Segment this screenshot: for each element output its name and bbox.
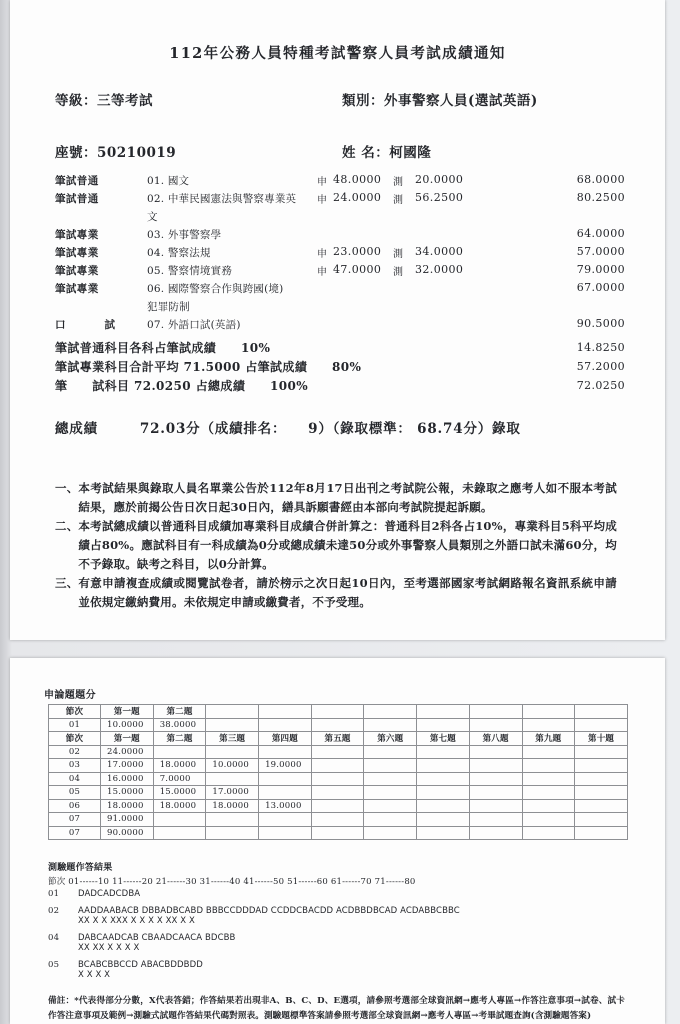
essay-question-score (417, 799, 470, 813)
essay-question-score (364, 718, 417, 732)
answer-session-index: 05 (48, 960, 60, 970)
test-part-tag: 測 (393, 194, 403, 206)
essay-column-header: 第十題 (575, 732, 628, 746)
essay-question-score (522, 772, 575, 786)
essay-question-score (522, 745, 575, 759)
test-part-tag (393, 279, 415, 297)
subject-category (10, 297, 147, 315)
essay-question-score (469, 799, 522, 813)
essay-question-score (259, 826, 312, 840)
essay-question-score (469, 772, 522, 786)
essay-question-score (364, 826, 417, 840)
note-text: 本考試總成績以普通科目成績加專業科目成績合併計算之：普通科目2科各占10%，專業科目5科平均成績占80%。應試科目有一科成績為0分或總成績未達50分或外事警察人員類別之外語口試未滿60分，均不予錄取。缺考之科目，以0分計算。 (78, 519, 617, 571)
essay-question-score (575, 786, 628, 800)
essay-question-score (259, 813, 312, 827)
essay-question-score (311, 759, 364, 773)
essay-question-score (259, 745, 312, 759)
essay-column-header (364, 705, 417, 719)
test-part-score (415, 279, 487, 297)
subject-score-row (10, 207, 665, 225)
essay-column-header: 節次 (49, 732, 101, 746)
essay-question-score: 17.0000 (206, 786, 259, 800)
grade-label: 等級：三等考試 (55, 93, 153, 109)
essay-data-row (49, 786, 628, 800)
essay-question-score (469, 759, 522, 773)
answer-wrong-marks: XX X X XXX X X X X XX X X (78, 916, 195, 926)
essay-part-score: 23.0000 (333, 244, 382, 258)
essay-column-header: 第七題 (417, 732, 470, 746)
subject-total-score: 67.0000 (576, 280, 625, 294)
essay-question-score (522, 786, 575, 800)
answer-wrong-marks: X X X X (78, 970, 111, 980)
essay-question-score (417, 813, 470, 827)
essay-part-score (333, 297, 393, 315)
essay-part-tag (317, 225, 333, 243)
essay-question-score: 10.0000 (101, 718, 154, 732)
essay-question-score (575, 826, 628, 840)
subject-score-row (10, 279, 665, 297)
essay-session-index: 05 (49, 786, 101, 800)
essay-part-score (333, 279, 393, 297)
essay-question-score: 90.0000 (101, 826, 154, 840)
answer-sequence: BCABCBBCCD ABACBDDBDD (78, 960, 203, 970)
essay-question-score (417, 772, 470, 786)
weighting-label: 筆試普通科目各科占筆試成績 10% (55, 341, 271, 355)
essay-column-header (206, 705, 259, 719)
answer-sequence: DABCAADCAB CBAADCAACA BDCBB (78, 933, 236, 943)
essay-question-score: 15.0000 (101, 786, 154, 800)
notes-list (10, 479, 665, 611)
subject-score-row (10, 261, 665, 279)
essay-question-score (469, 786, 522, 800)
essay-header-row (49, 732, 628, 746)
weighting-value: 72.0250 (576, 379, 625, 392)
essay-question-score (364, 799, 417, 813)
subject-category (10, 207, 147, 225)
subject-category: 筆試專業 (55, 264, 99, 277)
essay-column-header: 第四題 (259, 732, 312, 746)
essay-question-score: 10.0000 (206, 759, 259, 773)
essay-question-score: 13.0000 (259, 799, 312, 813)
weighting-value: 14.8250 (576, 341, 625, 354)
subject-name: 犯罪防制 (147, 300, 190, 313)
subject-category: 筆試專業 (55, 246, 99, 259)
essay-question-score: 15.0000 (153, 786, 206, 800)
essay-section-title: 申論題題分 (44, 690, 96, 701)
essay-question-score: 7.0000 (153, 772, 206, 786)
weighting-label: 筆 試科目 72.0250 占總成績 100% (55, 379, 309, 393)
essay-question-score (575, 718, 628, 732)
essay-column-header (522, 705, 575, 719)
essay-question-score (206, 745, 259, 759)
essay-question-score (259, 772, 312, 786)
essay-question-score: 91.0000 (101, 813, 154, 827)
weighting-row (10, 357, 665, 376)
essay-question-score: 18.0000 (206, 799, 259, 813)
essay-part-score (333, 225, 393, 243)
subject-name: 05. 警察情境實務 (147, 264, 233, 277)
essay-question-score (311, 826, 364, 840)
essay-question-score (469, 813, 522, 827)
answer-session-group (48, 906, 665, 926)
essay-session-index: 01 (49, 718, 101, 732)
essay-question-score (469, 745, 522, 759)
answer-session-group (48, 933, 665, 953)
essay-question-score (364, 813, 417, 827)
essay-question-score (575, 813, 628, 827)
answer-session-index: 01 (48, 889, 60, 899)
essay-question-score (153, 826, 206, 840)
essay-question-score (522, 799, 575, 813)
essay-question-score (311, 745, 364, 759)
essay-session-index: 04 (49, 772, 101, 786)
essay-question-score (311, 813, 364, 827)
subject-total-score: 57.0000 (576, 244, 625, 258)
test-part-tag (393, 225, 415, 243)
weighting-summary-table (10, 338, 665, 395)
answer-sequence-row (48, 906, 665, 916)
test-part-tag (393, 207, 415, 225)
essay-question-score: 24.0000 (101, 745, 154, 759)
essay-session-index: 02 (49, 745, 101, 759)
subject-score-row (10, 171, 665, 189)
essay-part-tag: 申 (317, 248, 327, 260)
weighting-row (10, 338, 665, 357)
page-title: 112年公務人員特種考試警察人員考試成績通知 (169, 45, 506, 62)
essay-session-index: 03 (49, 759, 101, 773)
essay-column-header: 第五題 (311, 732, 364, 746)
essay-data-row (49, 772, 628, 786)
subject-name: 03. 外事警察學 (147, 228, 222, 241)
essay-part-tag: 申 (317, 194, 327, 206)
subject-total-score: 90.5000 (576, 316, 625, 330)
essay-column-header: 第六題 (364, 732, 417, 746)
essay-column-header: 第二題 (153, 732, 206, 746)
test-part-score: 56.2500 (415, 190, 464, 204)
subject-category: 口 試 (55, 318, 121, 331)
essay-part-tag (317, 207, 333, 225)
essay-question-score (206, 813, 259, 827)
answer-session-index: 02 (48, 906, 60, 916)
page-one (10, 0, 665, 640)
subject-total-score: 80.2500 (576, 190, 625, 204)
essay-question-score (522, 759, 575, 773)
subject-score-row (10, 225, 665, 243)
exam-grade-row (10, 89, 665, 111)
subject-score-table (10, 171, 665, 333)
grand-total-label: 總成績 (55, 421, 98, 437)
essay-question-score (417, 786, 470, 800)
test-part-tag: 測 (393, 248, 403, 260)
subject-total-score: 68.0000 (576, 172, 625, 186)
grand-total-value: 72.03分（成績排名： 9）（錄取標準： 68.74分）錄取 (139, 421, 521, 437)
essay-header-row (49, 705, 628, 719)
essay-part-tag (317, 297, 333, 315)
essay-part-tag: 申 (317, 176, 327, 188)
essay-part-tag (317, 315, 333, 333)
subject-name: 02. 中華民國憲法與警察專業英 (147, 192, 297, 205)
essay-question-score (206, 826, 259, 840)
essay-column-header: 第一題 (101, 705, 154, 719)
essay-part-score: 24.0000 (333, 190, 382, 204)
note-item (55, 574, 617, 611)
essay-question-score: 18.0000 (101, 799, 154, 813)
subject-score-row (10, 243, 665, 261)
essay-part-score: 48.0000 (333, 172, 382, 186)
essay-score-table (48, 704, 628, 840)
answer-wrong-marks: XX XX X X X X (78, 943, 140, 953)
essay-question-score (311, 799, 364, 813)
answer-sequence-row (48, 889, 665, 899)
essay-data-row (49, 813, 628, 827)
essay-part-tag: 申 (317, 266, 327, 278)
answer-session-index: 04 (48, 933, 60, 943)
subject-score-row (10, 315, 665, 333)
essay-question-score (364, 745, 417, 759)
essay-session-index: 07 (49, 826, 101, 840)
essay-question-score (311, 772, 364, 786)
test-part-score: 34.0000 (415, 244, 464, 258)
essay-column-header: 第三題 (206, 732, 259, 746)
subject-category: 筆試普通 (55, 192, 99, 205)
essay-question-score: 17.0000 (101, 759, 154, 773)
essay-part-score (333, 315, 393, 333)
essay-data-row (49, 799, 628, 813)
test-part-tag (393, 297, 415, 315)
subject-name: 07. 外語口試(英語) (147, 318, 241, 331)
note-marker: 一、 (55, 481, 79, 495)
test-part-score (415, 315, 487, 333)
subject-score-row (10, 297, 665, 315)
essay-question-score (417, 718, 470, 732)
essay-question-score (206, 718, 259, 732)
subject-category: 筆試普通 (55, 174, 99, 187)
essay-session-index: 06 (49, 799, 101, 813)
test-part-tag: 測 (393, 266, 403, 278)
test-part-score: 20.0000 (415, 172, 464, 186)
note-marker: 三、 (55, 576, 79, 591)
essay-column-header (311, 705, 364, 719)
subject-total-score (487, 207, 665, 225)
subject-name: 04. 警察法規 (147, 246, 211, 259)
test-part-tag (393, 315, 415, 333)
essay-question-score (575, 745, 628, 759)
essay-column-header (575, 705, 628, 719)
answer-sequence-row (48, 933, 665, 943)
answer-session-group (48, 960, 665, 980)
answer-sequence: AADDAABACB DBBADBCABD BBBCCDDDAD CCDDCBACDD ACDBBDBCAD ACDABBCBBC (78, 906, 460, 916)
essay-question-score (153, 813, 206, 827)
essay-question-score (575, 759, 628, 773)
grand-total-row (10, 417, 665, 437)
answer-footnote: 備註：*代表得部分分數，X代表答錯；作答結果若出現非A、B、C、D、E選項，請參照考選部全球資訊網→應考人專區→作答注意事項→試卷、試卡作答注意事項及範例→測驗式試題作答結果代碼對照表。測驗題標準答案請參照考選部全球資訊網→應考人專區→考畢試題查詢(含測驗題答案) (48, 996, 625, 1021)
subject-total-score: 79.0000 (576, 262, 625, 276)
essay-question-score (522, 826, 575, 840)
essay-question-score (259, 718, 312, 732)
seat-number-label: 座號：50210019 (55, 145, 177, 161)
essay-question-score (469, 826, 522, 840)
essay-question-score: 16.0000 (101, 772, 154, 786)
subject-name: 文 (147, 210, 158, 223)
subject-score-row (10, 189, 665, 207)
note-marker: 二、 (55, 519, 79, 534)
essay-question-score (417, 759, 470, 773)
answer-session-group (48, 889, 665, 899)
test-part-score (415, 207, 487, 225)
page-two (10, 658, 665, 1024)
essay-column-header: 節次 (49, 705, 101, 719)
essay-question-score (364, 786, 417, 800)
essay-column-header: 第一題 (101, 732, 154, 746)
essay-column-header (259, 705, 312, 719)
note-text: 本考試結果與錄取人員名單業公告於112年8月17日出刊之考試院公報，未錄取之應考人如不服本考試結果，應於前揭公告日次日起30日內，繕具訴願書經由本部向考試院提起訴願。 (78, 481, 617, 514)
essay-question-score (311, 786, 364, 800)
test-part-score: 32.0000 (415, 262, 464, 276)
essay-data-row (49, 759, 628, 773)
test-part-score (415, 297, 487, 315)
essay-question-score (364, 772, 417, 786)
essay-question-score (417, 826, 470, 840)
essay-question-score (417, 745, 470, 759)
weighting-label: 筆試專業科目合計平均 71.5000 占筆試成績 80% (55, 360, 362, 374)
note-text: 有意申請複查成績或閱覽試卷者，請於榜示之次日起10日內，至考選部國家考試網路報名資訊系統申請並依規定繳納費用。未依規定申請或繳費者，不予受理。 (78, 576, 617, 609)
subject-category: 筆試專業 (55, 228, 99, 241)
subject-name: 01. 國文 (147, 174, 190, 187)
essay-question-score (153, 745, 206, 759)
essay-column-header: 第九題 (522, 732, 575, 746)
note-item (55, 517, 617, 573)
essay-session-index: 07 (49, 813, 101, 827)
weighting-value: 57.2000 (576, 360, 625, 373)
subject-category: 筆試專業 (55, 282, 99, 295)
essay-data-row (49, 718, 628, 732)
essay-question-score (469, 718, 522, 732)
essay-data-row (49, 826, 628, 840)
test-part-tag: 測 (393, 176, 403, 188)
subject-name: 06. 國際警察合作與跨國(境) (147, 282, 284, 295)
answer-section-title: 測驗題作答結果 (48, 863, 113, 873)
examinee-name-label: 姓 名：柯國隆 (342, 145, 432, 161)
answer-sequence-row (48, 960, 665, 970)
essay-part-tag (317, 279, 333, 297)
essay-question-score: 38.0000 (153, 718, 206, 732)
essay-column-header (417, 705, 470, 719)
note-item (55, 479, 617, 516)
essay-column-header: 第八題 (469, 732, 522, 746)
essay-question-score (522, 718, 575, 732)
essay-question-score: 18.0000 (153, 759, 206, 773)
subject-total-score (487, 297, 665, 315)
essay-question-score (206, 772, 259, 786)
essay-part-score: 47.0000 (333, 262, 382, 276)
essay-question-score (575, 772, 628, 786)
essay-column-header (469, 705, 522, 719)
subject-total-score: 64.0000 (576, 226, 625, 240)
essay-question-score (522, 813, 575, 827)
essay-question-score: 18.0000 (153, 799, 206, 813)
essay-question-score: 19.0000 (259, 759, 312, 773)
weighting-row (10, 376, 665, 395)
answer-sequence: DADCADCDBA (78, 889, 141, 899)
essay-question-score (311, 718, 364, 732)
answer-result-block (10, 840, 665, 980)
examinee-row (10, 141, 665, 163)
essay-question-score (364, 759, 417, 773)
essay-question-score (575, 799, 628, 813)
essay-column-header: 第二題 (153, 705, 206, 719)
essay-question-score (259, 786, 312, 800)
category-label: 類別：外事警察人員(選試英語) (342, 93, 538, 109)
answer-scale-ruler: 節次 01------10 11------20 21------30 31------40 41------50 51------60 61------70 71------80 (48, 877, 416, 887)
test-part-score (415, 225, 487, 243)
essay-part-score (333, 207, 393, 225)
essay-data-row (49, 745, 628, 759)
